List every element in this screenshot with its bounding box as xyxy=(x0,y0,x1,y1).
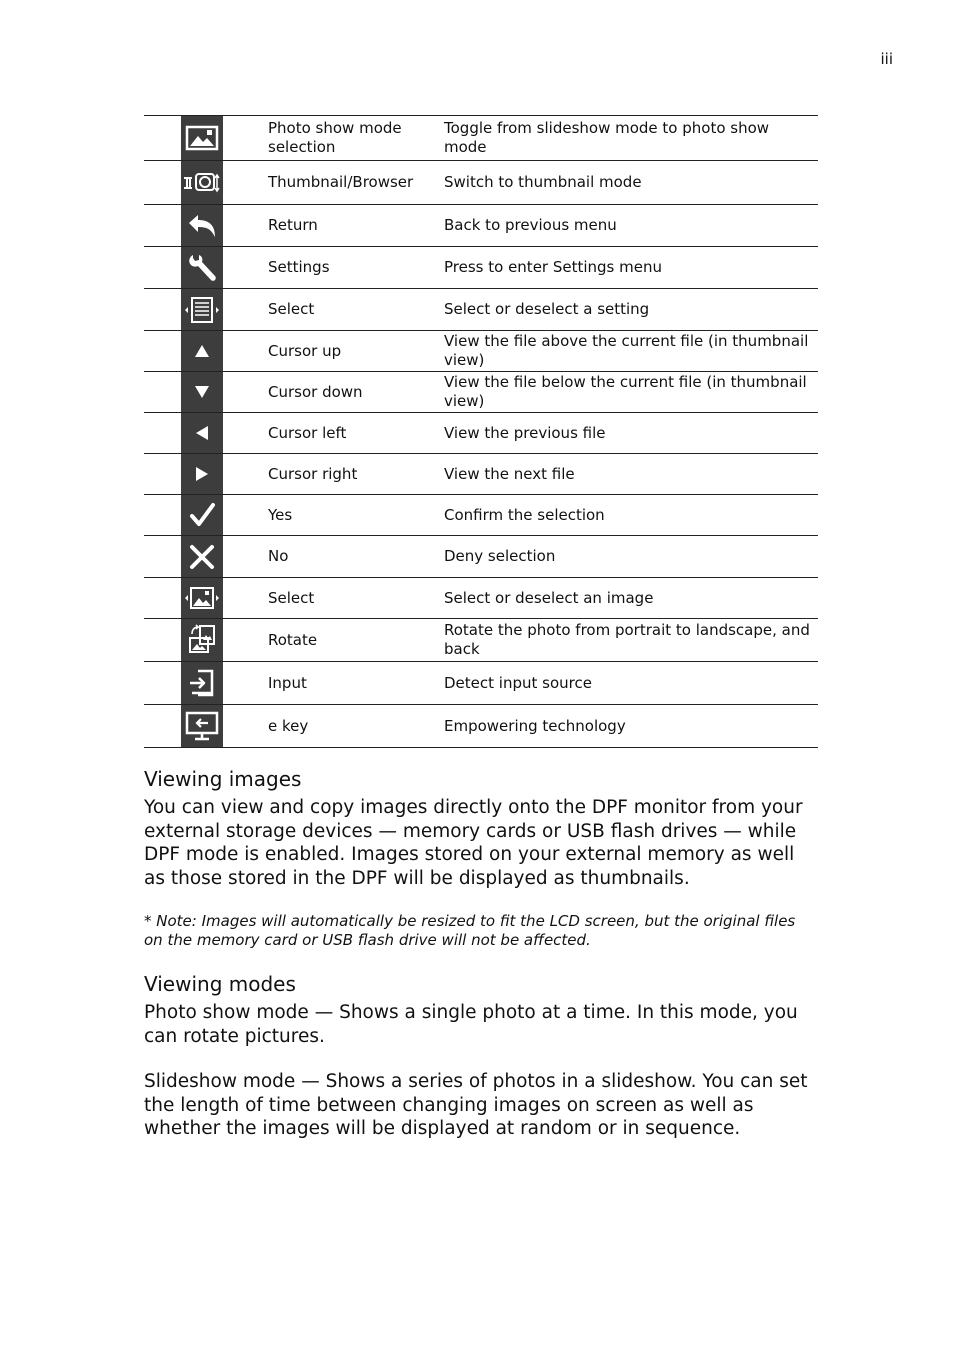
button-description: Confirm the selection xyxy=(444,505,605,524)
viewing-images-note: * Note: Images will automatically be resized to fit the LCD screen, but the original files on the memory card or USB flash drive will not be affected. xyxy=(144,912,796,949)
slideshow-mode-paragraph xyxy=(144,1070,814,1141)
input-icon xyxy=(181,662,223,705)
button-name: No xyxy=(268,547,289,565)
button-name: Cursor left xyxy=(268,423,347,442)
checkmark-icon xyxy=(181,495,223,536)
rotate-icon xyxy=(181,619,223,662)
table-row xyxy=(144,289,818,331)
table-row xyxy=(144,205,818,247)
button-description: Toggle from slideshow mode to photo show mode xyxy=(444,119,770,156)
table-row xyxy=(144,372,818,413)
table-row xyxy=(144,116,818,161)
button-description: Switch to thumbnail mode xyxy=(444,173,642,191)
button-table xyxy=(144,115,818,748)
select-list-icon xyxy=(181,289,223,331)
viewing-images-heading: Viewing images xyxy=(144,767,302,791)
table-row xyxy=(144,161,818,205)
table-row xyxy=(144,619,818,662)
button-name: Return xyxy=(268,216,318,234)
button-description: Back to previous menu xyxy=(444,216,617,234)
button-description: View the next file xyxy=(444,464,575,483)
button-name: Rotate xyxy=(268,630,318,649)
table-row xyxy=(144,662,818,705)
photo-show-mode-term: Photo show mode xyxy=(144,1002,309,1023)
button-name: Cursor up xyxy=(268,341,342,360)
return-icon xyxy=(181,205,223,247)
button-name: Yes xyxy=(268,505,293,524)
viewing-modes-heading: Viewing modes xyxy=(144,972,296,996)
button-description: View the file below the current file (in thumbnail view) xyxy=(444,373,807,410)
button-description: Detect input source xyxy=(444,673,592,692)
x-icon xyxy=(181,536,223,578)
button-description: Rotate the photo from portrait to landscape, and back xyxy=(444,621,810,658)
button-description: Select or deselect an image xyxy=(444,588,654,607)
photo-show-mode-text: — Shows a single photo at a time. In this mode, you can rotate pictures. xyxy=(144,1002,798,1047)
triangle-left-icon xyxy=(181,413,223,454)
table-row xyxy=(144,331,818,372)
button-name: Select xyxy=(268,300,315,318)
viewing-images-body: You can view and copy images directly onto the DPF monitor from your external storage devices — memory cards or USB flash drives — while DPF mode is enabled. Images stored on your external memory as well as those stored in the DPF will be displayed as thumbnails. xyxy=(144,797,803,889)
button-description: Deny selection xyxy=(444,547,556,565)
table-row xyxy=(144,536,818,578)
triangle-up-icon xyxy=(181,331,223,372)
table-row xyxy=(144,413,818,454)
wrench-icon xyxy=(181,247,223,289)
button-name: Photo show mode selection xyxy=(268,119,402,156)
button-description: Select or deselect a setting xyxy=(444,300,650,318)
table-row xyxy=(144,578,818,619)
button-name: Cursor down xyxy=(268,382,363,401)
thumbnail-browser-icon xyxy=(181,161,223,205)
table-row xyxy=(144,705,818,748)
button-description: Empowering technology xyxy=(444,716,626,735)
photo-show-mode-paragraph xyxy=(144,1001,814,1048)
button-name: Settings xyxy=(268,258,330,276)
button-description: Press to enter Settings menu xyxy=(444,258,662,276)
page-number: iii xyxy=(880,50,893,68)
viewing-modes-section xyxy=(144,971,814,1141)
button-name: Select xyxy=(268,588,315,607)
button-name: Thumbnail/Browser xyxy=(268,173,414,191)
button-name: Input xyxy=(268,673,307,692)
button-description: View the file above the current file (in thumbnail view) xyxy=(444,332,809,369)
button-name: e key xyxy=(268,716,309,735)
viewing-images-section xyxy=(144,766,814,950)
table-row xyxy=(144,247,818,289)
button-description: View the previous file xyxy=(444,423,606,442)
button-name: Cursor right xyxy=(268,464,358,483)
photo-show-icon xyxy=(181,116,223,161)
slideshow-mode-term: Slideshow mode xyxy=(144,1071,296,1092)
triangle-down-icon xyxy=(181,372,223,413)
select-image-icon xyxy=(181,578,223,619)
table-row xyxy=(144,454,818,495)
e-key-monitor-icon xyxy=(181,705,223,748)
triangle-right-icon xyxy=(181,454,223,495)
slideshow-mode-text: — Shows a series of photos in a slideshow. You can set the length of time between changing images on screen as well as whether the images will be displayed at random or in sequence. xyxy=(144,1071,808,1139)
table-row xyxy=(144,495,818,536)
